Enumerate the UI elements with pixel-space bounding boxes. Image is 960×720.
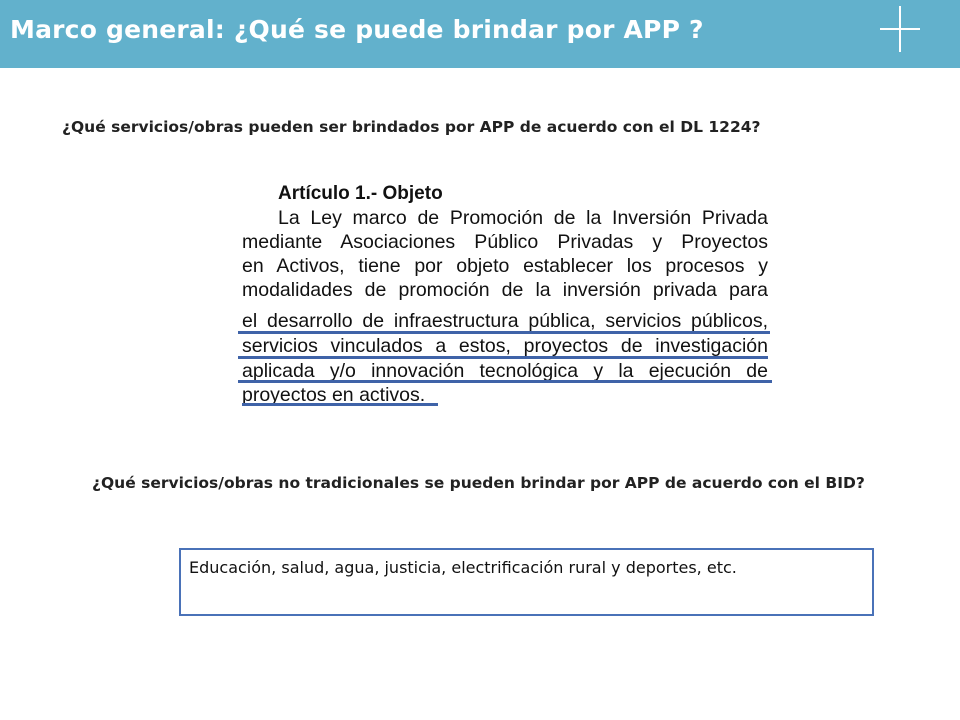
question-dl-1224: ¿Qué servicios/obras pueden ser brindados por APP de acuerdo con el DL 1224? [62, 118, 761, 136]
article-line: modalidades de promoción de la inversión privada para [242, 279, 768, 301]
highlight-underline [242, 403, 438, 406]
highlight-underline [238, 331, 770, 334]
article-line: mediante Asociaciones Público Privadas y Proyectos [242, 231, 768, 253]
answer-box [179, 548, 874, 616]
article-excerpt [238, 183, 778, 411]
plus-icon [880, 6, 920, 52]
article-line: proyectos en activos. [242, 384, 426, 406]
answer-text: Educación, salud, agua, justicia, electrificación rural y deportes, etc. [189, 558, 737, 577]
article-line: en Activos, tiene por objeto establecer los procesos y [242, 255, 768, 277]
highlight-underline [238, 356, 768, 359]
article-line: el desarrollo de infraestructura pública, servicios públicos, [242, 310, 768, 332]
article-line: La Ley marco de Promoción de la Inversión Privada [278, 207, 768, 229]
article-line: servicios vinculados a estos, proyectos de investigación [242, 335, 768, 357]
title-bar [0, 0, 960, 68]
slide-title: Marco general: ¿Qué se puede brindar por APP ? [10, 15, 704, 44]
article-heading: Artículo 1.- Objeto [278, 183, 443, 204]
article-line: aplicada y/o innovación tecnológica y la ejecución de [242, 360, 768, 382]
question-bid: ¿Qué servicios/obras no tradicionales se pueden brindar por APP de acuerdo con el BID? [92, 474, 865, 492]
highlight-underline [238, 380, 772, 383]
